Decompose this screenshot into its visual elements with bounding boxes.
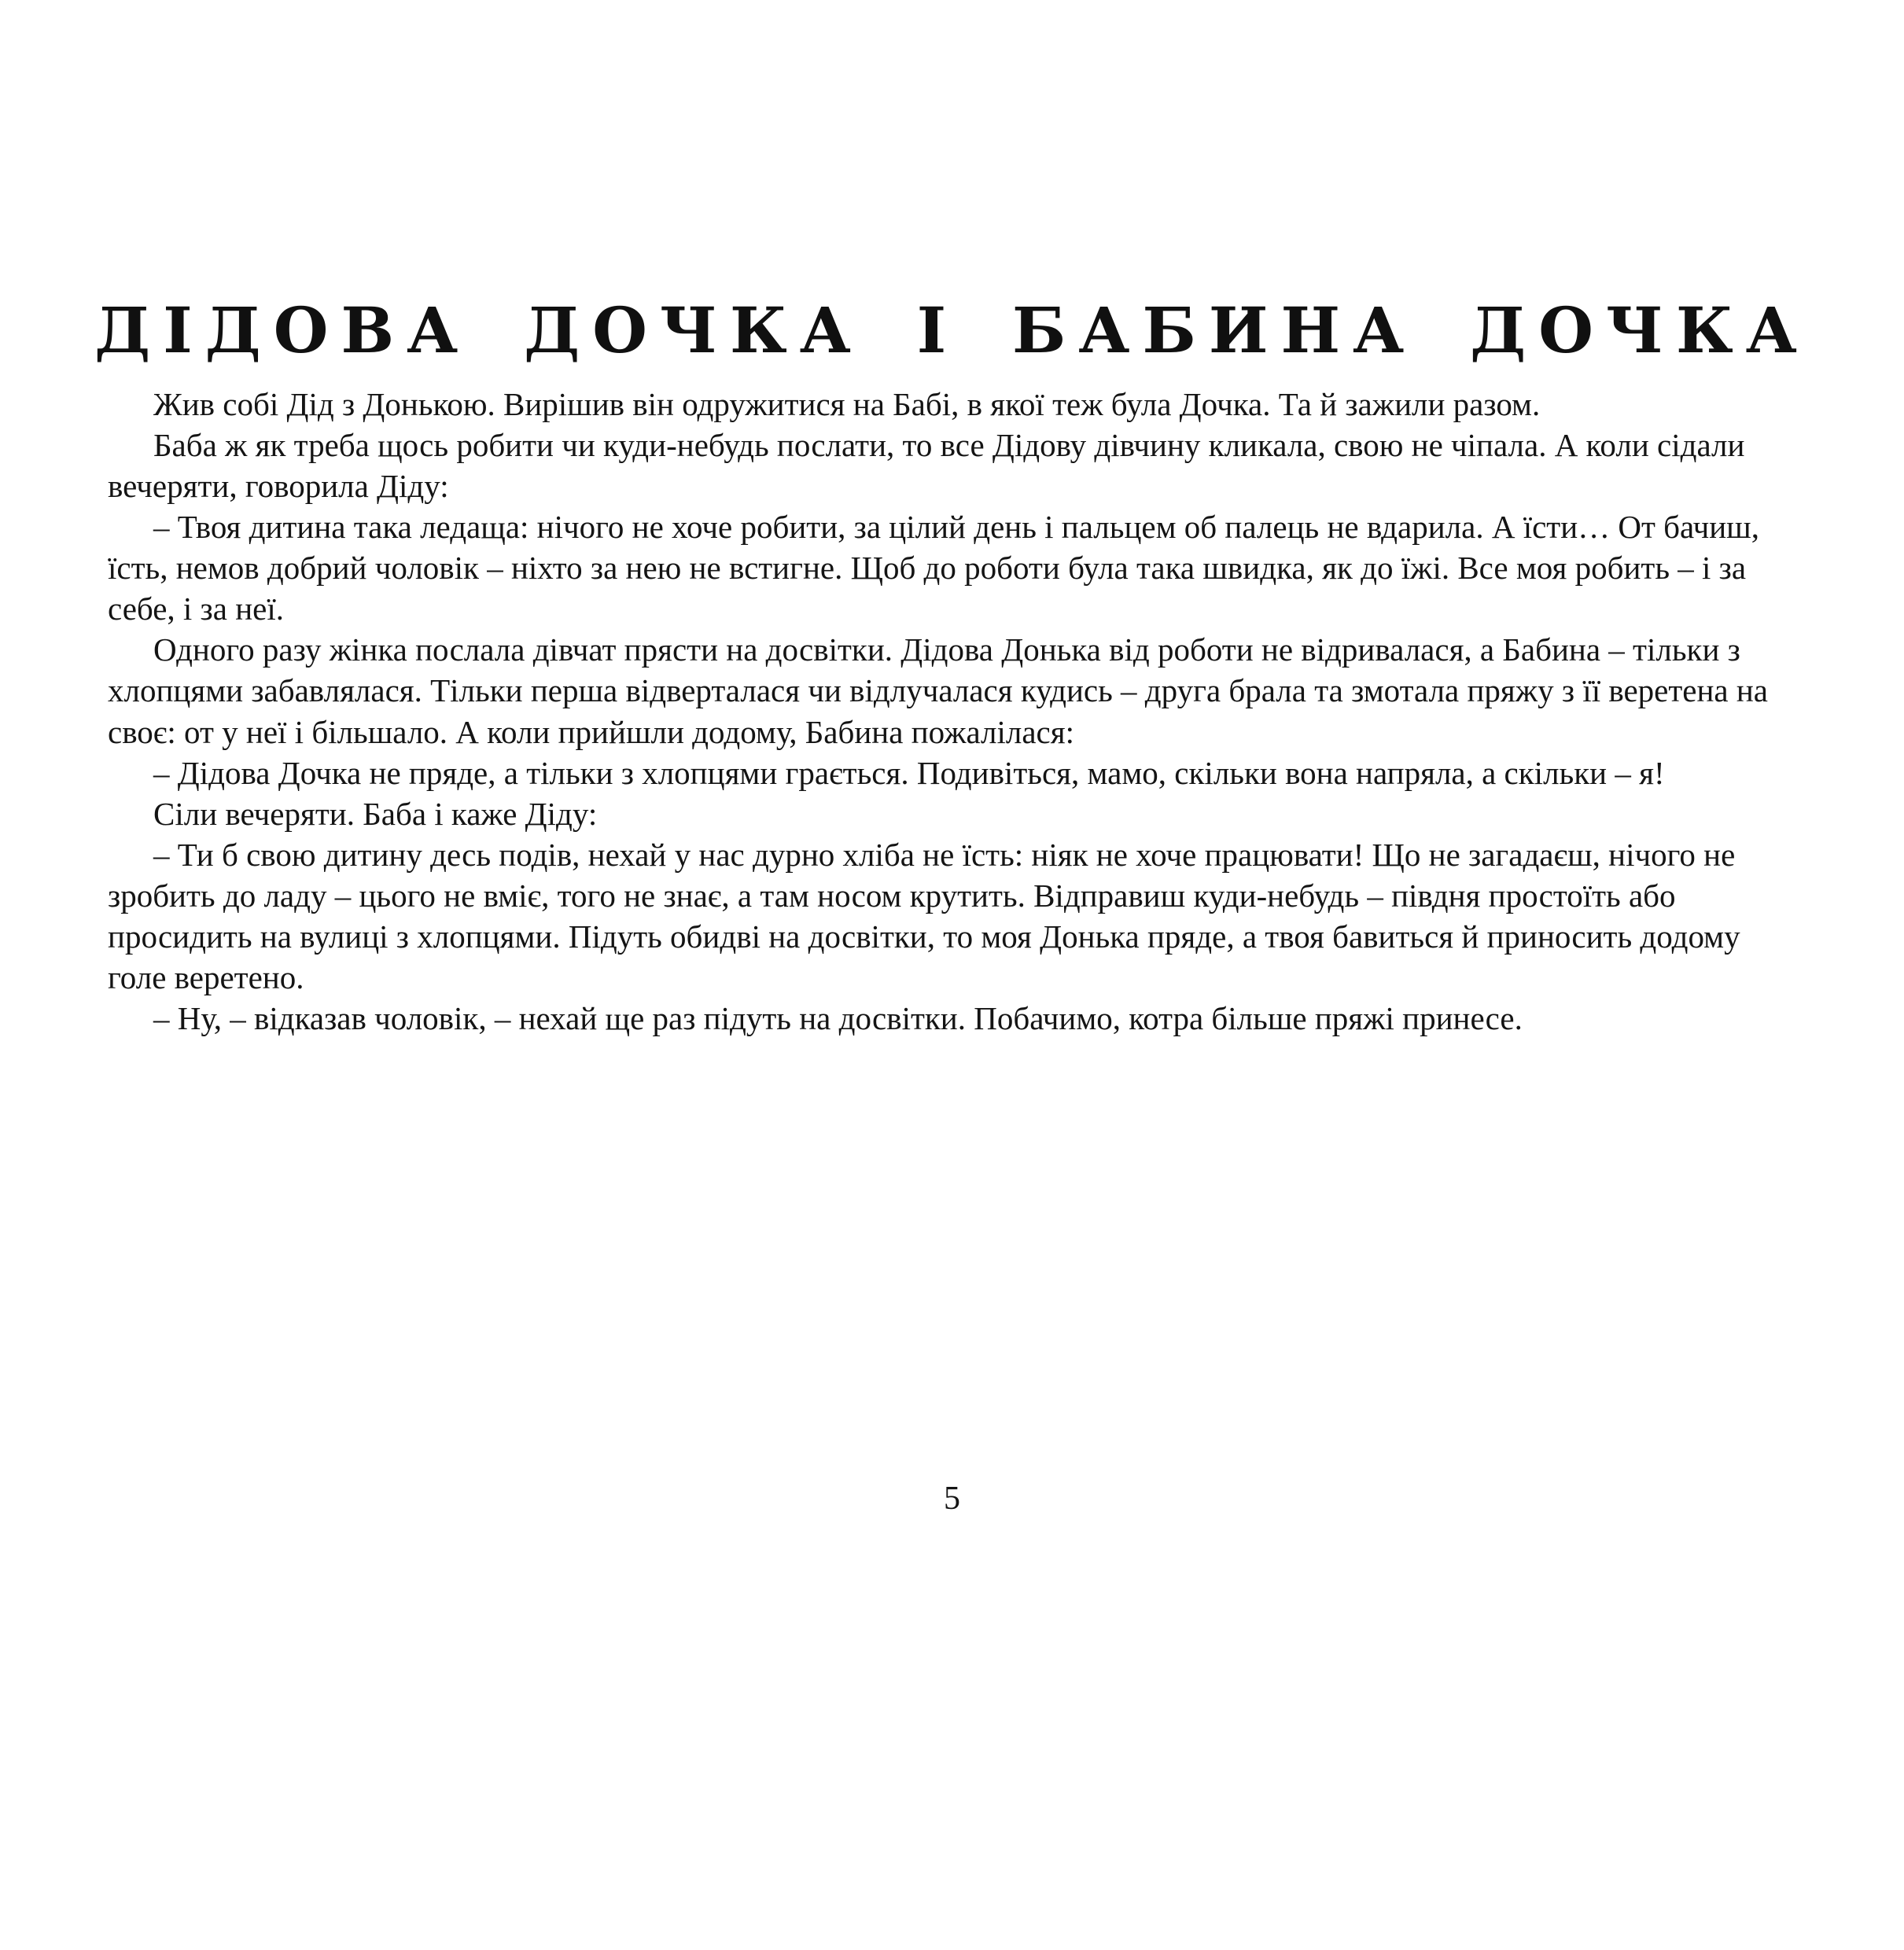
story-paragraph: – Ну, – відказав чоловік, – нехай ще раз підуть на досвітки. Побачимо, котра більше пряжі принесе. — [153, 999, 1523, 1036]
story-paragraph: Жив собі Дід з Донькою. Вирішив він одружитися на Бабі, в якої теж була Дочка. Та й зажили разом. — [153, 386, 1541, 422]
story-paragraph: Сіли вечеряти. Баба і каже Діду: — [153, 795, 598, 832]
story-paragraph: – Ти б свою дитину десь подів, нехай у нас дурно хліба не їсть: ніяк не хоче працювати! Що не загадаєш, нічого не зробить до ладу – цього не вміє, того не знає, а там носом крутить. Відправиш куди-небудь – півдня простоїть або просидить на вулиці з хлопцями. Підуть обидві на досвітки, то моя Донька пряде, а твоя бавиться й приносить додому голе веретено. — [108, 836, 1740, 995]
story-title: ДІДОВА ДОЧКА І БАБИНА ДОЧКА — [94, 293, 1810, 367]
story-body — [108, 384, 1805, 1039]
story-paragraph: Одного разу жінка послала дівчат прясти на досвітки. Дідова Донька від роботи не відривалася, а Бабина – тільки з хлопцями забавлялася. Тільки перша відверталася чи відлучалася кудись – друга брала та змотала пряжу з її веретена на своє: от у неї і більшало. А коли прийшли додому, Бабина пожалілася: — [108, 631, 1768, 750]
story-paragraph: Баба ж як треба щось робити чи куди-небудь послати, то все Дідову дівчину кликала, свою не чіпала. А коли сідали вечеряти, говорила Діду: — [108, 427, 1745, 505]
story-paragraph: – Твоя дитина така ледаща: нічого не хоче робити, за цілий день і пальцем об палець не вдарила. А їсти… От бачиш, їсть, немов добрий чоловік – ніхто за нею не встигне. Щоб до роботи була така швидка, як до їжі. Все моя робить – і за себе, і за неї. — [108, 509, 1759, 627]
page-number: 5 — [944, 1481, 960, 1517]
story-paragraph: – Дідова Дочка не пряде, а тільки з хлопцями грається. Подивіться, мамо, скільки вона напряла, а скільки – я! — [153, 754, 1665, 791]
